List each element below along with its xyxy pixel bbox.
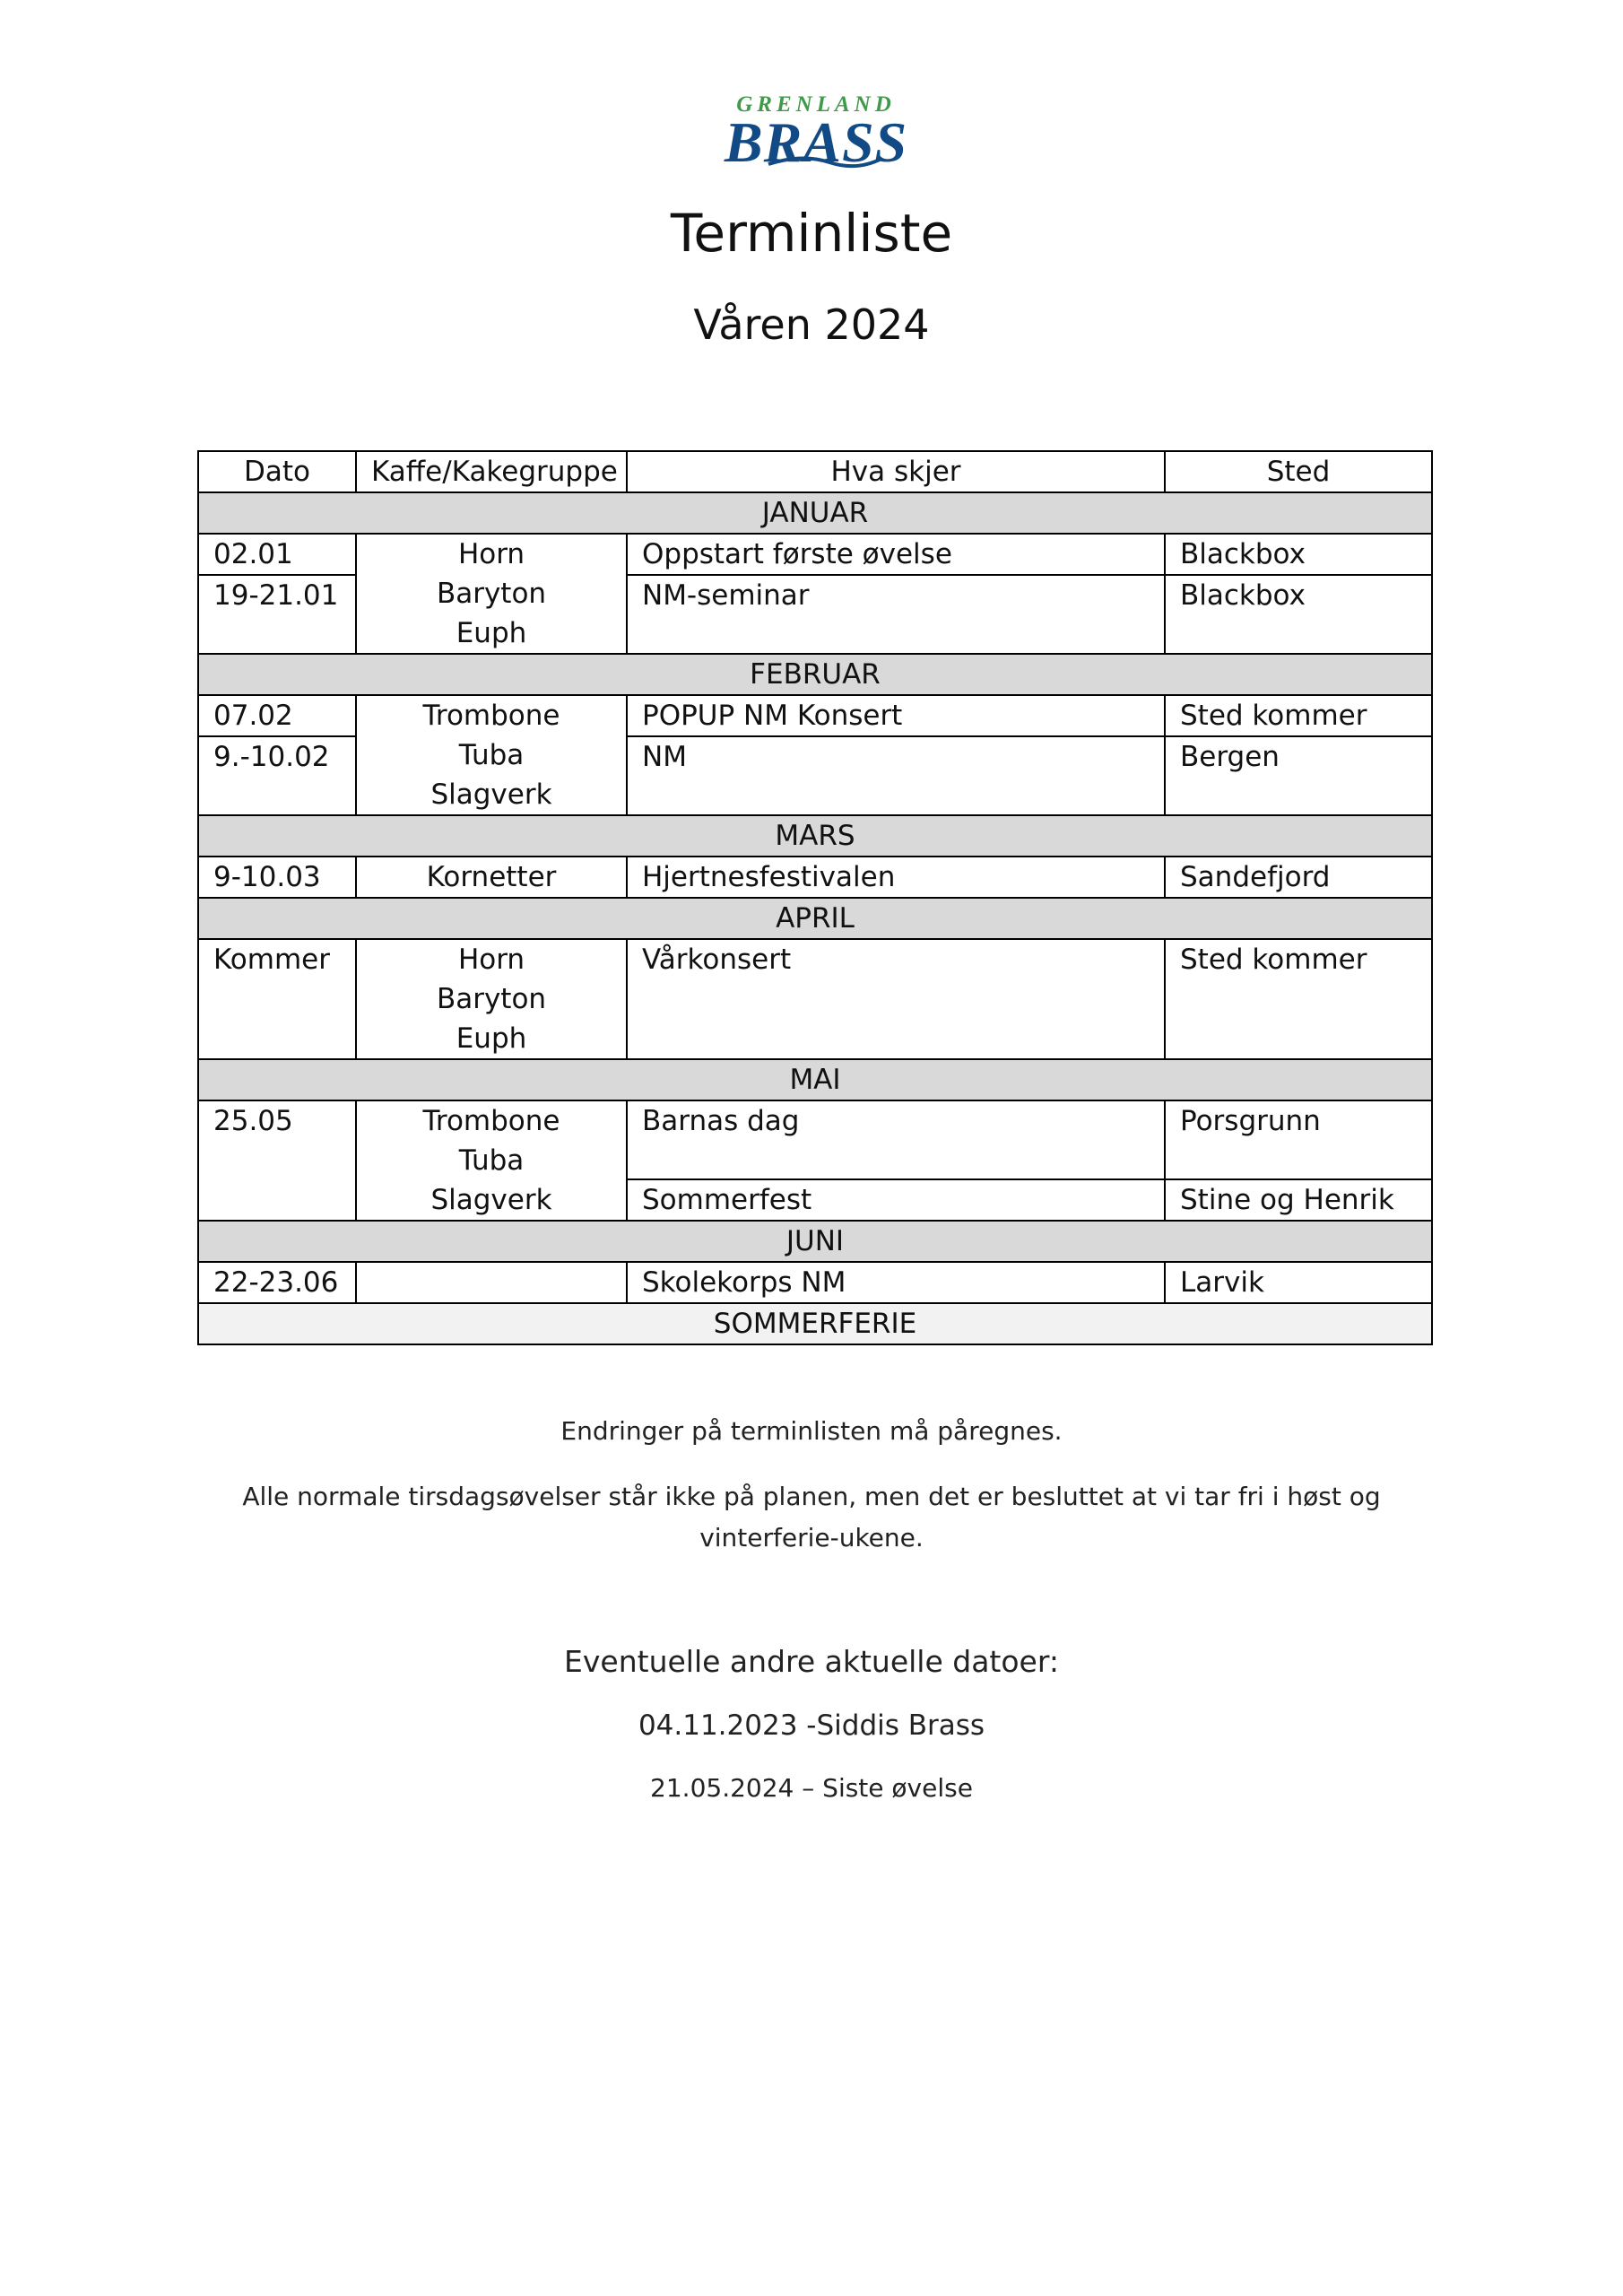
table-row <box>198 695 1432 736</box>
note-tuesday <box>0 1476 1623 1559</box>
cell-place: Larvik <box>1165 1262 1432 1303</box>
cell-place: Sted kommer <box>1165 695 1432 736</box>
cell-date: 19-21.01 <box>198 575 356 654</box>
cell-place: Sted kommer <box>1165 939 1432 1059</box>
group-line: Horn <box>457 538 525 570</box>
cell-date: Kommer <box>198 939 356 1059</box>
cell-event: POPUP NM Konsert <box>627 695 1165 736</box>
other-date-item: 21.05.2024 – Siste øvelse <box>650 1773 973 1803</box>
page-title: Terminliste <box>670 203 953 264</box>
other-dates-heading: Eventuelle andre aktuelle datoer: <box>564 1644 1059 1679</box>
cell-event: Oppstart første øvelse <box>627 534 1165 575</box>
month-label-mai: MAI <box>198 1059 1432 1100</box>
cell-place: Bergen <box>1165 736 1432 815</box>
group-line: Trombone <box>422 1105 560 1137</box>
table-row <box>198 1262 1432 1303</box>
cell-event: NM-seminar <box>627 575 1165 654</box>
cell-place: Stine og Henrik <box>1165 1179 1432 1221</box>
month-row <box>198 1303 1432 1344</box>
cell-group <box>356 534 627 654</box>
cell-group: Kornetter <box>356 857 627 898</box>
cell-group <box>356 1100 627 1221</box>
table-row <box>198 1100 1432 1179</box>
cell-date: 9-10.03 <box>198 857 356 898</box>
cell-date: 07.02 <box>198 695 356 736</box>
month-label-april: APRIL <box>198 898 1432 939</box>
month-row <box>198 1221 1432 1262</box>
cell-date: 22-23.06 <box>198 1262 356 1303</box>
cell-date: 02.01 <box>198 534 356 575</box>
month-row <box>198 815 1432 857</box>
grenland-brass-logo <box>717 92 915 173</box>
cell-event: Hjertnesfestivalen <box>627 857 1165 898</box>
cell-place: Blackbox <box>1165 534 1432 575</box>
logo-swoosh-icon <box>767 153 883 171</box>
note-tuesday-line: Alle normale tirsdagsøvelser står ikke på planen, men det er besluttet at vi tar fri i høst og <box>242 1482 1381 1511</box>
group-line: Tuba <box>458 739 525 771</box>
logo-top-text: GRENLAND <box>736 92 896 117</box>
header-place: Sted <box>1165 451 1432 492</box>
note-tuesday-line: vinterferie-ukene. <box>699 1523 924 1552</box>
month-label-januar: JANUAR <box>198 492 1432 534</box>
cell-event: Vårkonsert <box>627 939 1165 1059</box>
month-label-juni: JUNI <box>198 1221 1432 1262</box>
table-row <box>198 534 1432 575</box>
month-label-februar: FEBRUAR <box>198 654 1432 695</box>
page-subtitle: Våren 2024 <box>693 300 930 349</box>
month-row <box>198 492 1432 534</box>
group-line: Euph <box>456 617 527 649</box>
cell-date: 25.05 <box>198 1100 356 1221</box>
table-row <box>198 939 1432 1059</box>
group-line: Baryton <box>436 578 547 610</box>
group-line: Horn <box>457 944 525 976</box>
cell-group <box>356 1262 627 1303</box>
cell-place: Sandefjord <box>1165 857 1432 898</box>
cell-event: Skolekorps NM <box>627 1262 1165 1303</box>
logo-main-text: BRASS <box>724 110 908 174</box>
table-row <box>198 857 1432 898</box>
header-row <box>198 451 1432 492</box>
month-row <box>198 1059 1432 1100</box>
month-label-sommerferie: SOMMERFERIE <box>198 1303 1432 1344</box>
note-changes: Endringer på terminlisten må påregnes. <box>560 1416 1063 1446</box>
month-row <box>198 898 1432 939</box>
schedule-table <box>197 450 1433 1345</box>
group-line: Euph <box>456 1022 527 1055</box>
header-date: Dato <box>198 451 356 492</box>
month-row <box>198 654 1432 695</box>
header-group: Kaffe/Kakegruppe <box>356 451 627 492</box>
group-line: Slagverk <box>430 1184 552 1216</box>
cell-place: Blackbox <box>1165 575 1432 654</box>
cell-event: NM <box>627 736 1165 815</box>
cell-date: 9.-10.02 <box>198 736 356 815</box>
cell-group <box>356 695 627 815</box>
group-line: Trombone <box>422 700 560 732</box>
group-line: Slagverk <box>430 778 552 811</box>
cell-place: Porsgrunn <box>1165 1100 1432 1179</box>
cell-group <box>356 939 627 1059</box>
other-date-item: 04.11.2023 -Siddis Brass <box>638 1709 985 1742</box>
header-event: Hva skjer <box>627 451 1165 492</box>
group-line: Baryton <box>436 983 547 1015</box>
cell-event: Sommerfest <box>627 1179 1165 1221</box>
month-label-mars: MARS <box>198 815 1432 857</box>
cell-event: Barnas dag <box>627 1100 1165 1179</box>
group-line: Tuba <box>458 1144 525 1177</box>
